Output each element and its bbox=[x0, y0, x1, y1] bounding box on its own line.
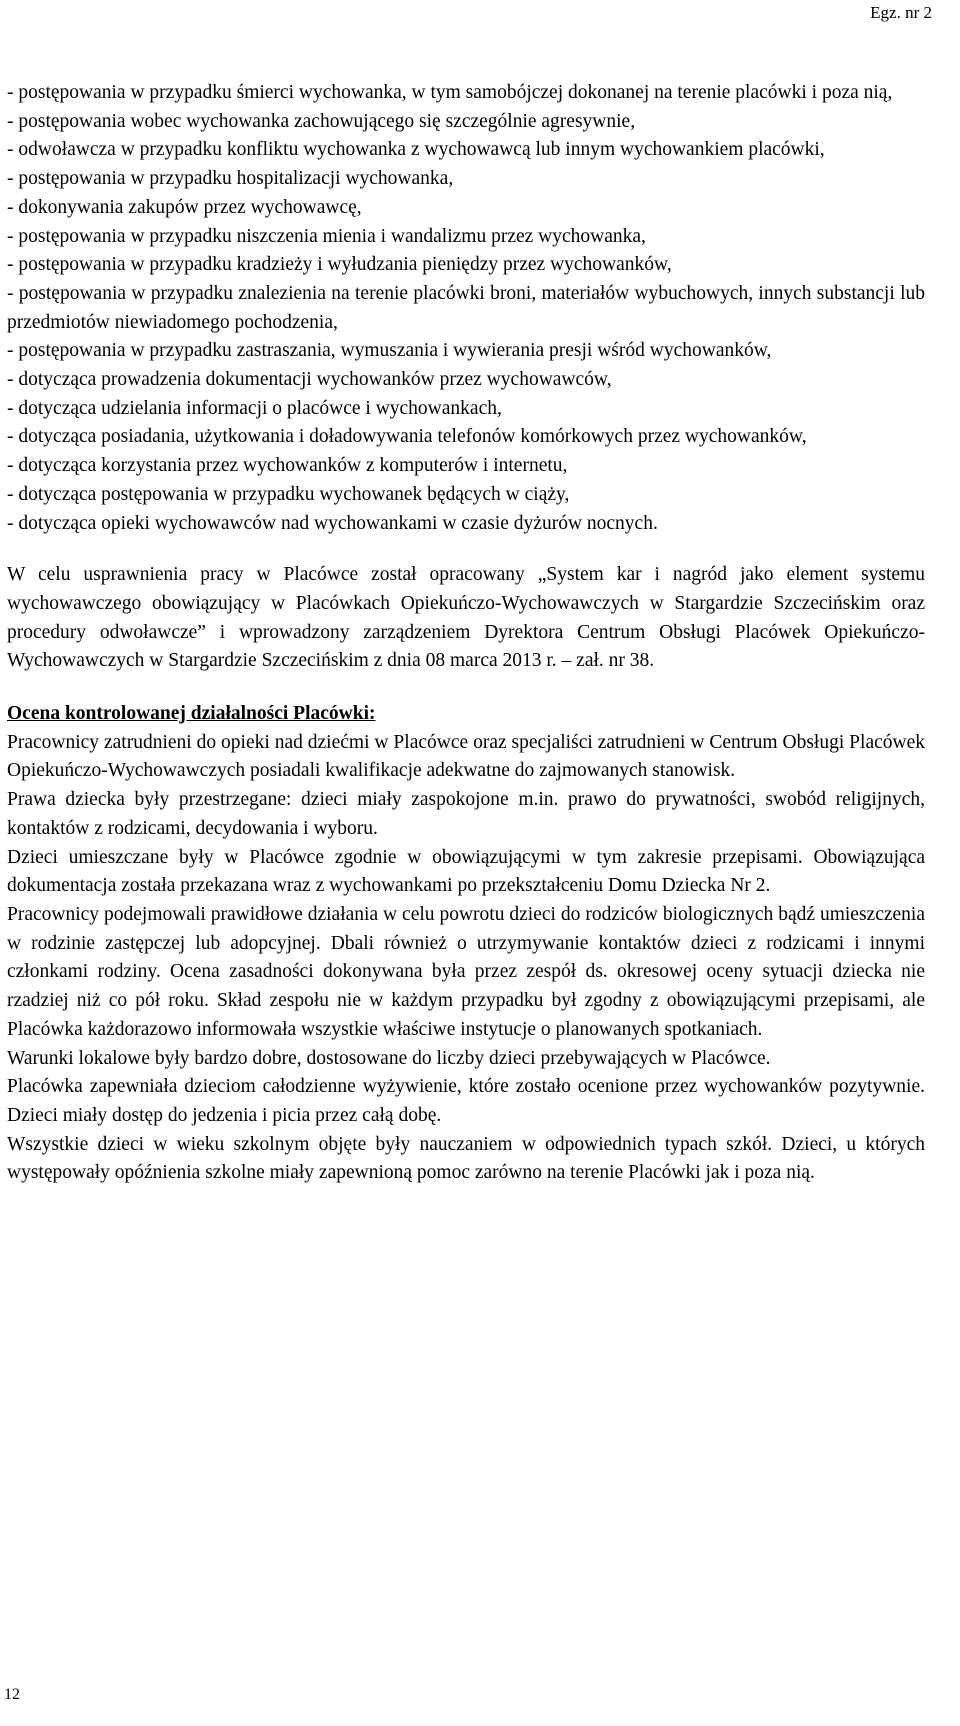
list-item: - odwoławcza w przypadku konfliktu wychowanka z wychowawcą lub innym wychowankiem placówki, bbox=[7, 139, 825, 161]
list-item: - dotycząca korzystania przez wychowanków z komputerów i internetu, bbox=[7, 455, 568, 477]
list-item: - dotycząca prowadzenia dokumentacji wychowanków przez wychowawców, bbox=[7, 369, 612, 391]
assessment-paragraph: Warunki lokalowe były bardzo dobre, dostosowane do liczby dzieci przebywających w Placówce. bbox=[7, 1047, 771, 1069]
copy-number-label: Egz. nr 2 bbox=[870, 3, 932, 22]
list-item: - dokonywania zakupów przez wychowawcę, bbox=[7, 196, 362, 218]
page-number: 12 bbox=[4, 1686, 20, 1703]
assessment-paragraph: Dzieci umieszczane były w Placówce zgodnie w obowiązującymi w tym zakresie przepisami. Obowiązująca dokumentacja została przekazana wraz z wychowankami po przekształceniu Domu Dziecka Nr 2. bbox=[7, 846, 925, 897]
list-item: - postępowania w przypadku niszczenia mienia i wandalizmu przez wychowanka, bbox=[7, 225, 646, 247]
assessment-paragraph: Prawa dziecka były przestrzegane: dzieci miały zaspokojone m.in. prawo do prywatności, swobód religijnych, kontaktów z rodzicami, decydowania i wyboru. bbox=[7, 789, 925, 839]
list-item: - dotycząca opieki wychowawców nad wychowankami w czasie dyżurów nocnych. bbox=[7, 512, 658, 534]
assessment-paragraph: Pracownicy podejmowali prawidłowe działania w celu powrotu dzieci do rodziców biologicznych bądź umieszczenia w rodzinie zastępczej lub adopcyjnej. Dbali również o utrzymywanie kontaktów dzieci z rodzicami i innymi członkami rodziny. Ocena zasadności dokonywana była przez zespół ds. okresowej oceny sytuacji dziecka nie rzadziej niż co pół roku. Skład zespołu nie w każdym przypadku był zgodny z obowiązującymi przepisami, ale Placówka każdorazowo informowała wszystkie właściwe instytucje o planowanych spotkaniach. bbox=[7, 903, 925, 1040]
assessment-paragraph: Wszystkie dzieci w wieku szkolnym objęte były nauczaniem w odpowiednich typach szkół. Dzieci, u których występowały opóźnienia szkolne miały zapewnioną pomoc zarówno na terenie Placówki jak i poza nią. bbox=[7, 1133, 925, 1184]
system-paragraph: W celu usprawnienia pracy w Placówce został opracowany „System kar i nagród jako element systemu wychowawczego obowiązujący w Placówkach Opiekuńczo-Wychowawczych w Stargardzie Szczecińskim oraz procedury odwoławcze” i wprowadzony zarządzeniem Dyrektora Centrum Obsługi Placówek Opiekuńczo-Wychowawczych w Stargardzie Szczecińskim z dnia 08 marca 2013 r. – zał. nr 38. bbox=[7, 564, 925, 672]
list-item: - postępowania wobec wychowanka zachowującego się szczególnie agresywnie, bbox=[7, 110, 636, 132]
procedures-list bbox=[7, 79, 925, 538]
list-item: - postępowania w przypadku zastraszania, wymuszania i wywierania presji wśród wychowanków, bbox=[7, 340, 772, 362]
document-body bbox=[7, 79, 925, 1188]
list-item: - postępowania w przypadku znalezienia na terenie placówki broni, materiałów wybuchowych, innych substancji lub przedmiotów niewiadomego pochodzenia, bbox=[7, 282, 925, 333]
assessment-paragraph: Placówka zapewniała dzieciom całodzienne wyżywienie, które zostało ocenione przez wychowanków pozytywnie. Dzieci miały dostęp do jedzenia i picia przez całą dobę. bbox=[7, 1076, 925, 1126]
list-item: - postępowania w przypadku hospitalizacji wychowanka, bbox=[7, 168, 454, 190]
list-item: - dotycząca udzielania informacji o placówce i wychowankach, bbox=[7, 397, 502, 419]
list-item: - postępowania w przypadku śmierci wychowanka, w tym samobójczej dokonanej na terenie placówki i poza nią, bbox=[7, 82, 893, 103]
list-item: - postępowania w przypadku kradzieży i wyłudzania pieniędzy przez wychowanków, bbox=[7, 254, 672, 276]
list-item: - dotycząca postępowania w przypadku wychowanek będących w ciąży, bbox=[7, 483, 570, 505]
assessment-paragraph: Pracownicy zatrudnieni do opieki nad dziećmi w Placówce oraz specjaliści zatrudnieni w Centrum Obsługi Placówek Opiekuńczo-Wychowawczych posiadali kwalifikacje adekwatne do zajmowanych stanowisk. bbox=[7, 731, 925, 782]
section-heading: Ocena kontrolowanej działalności Placówki: bbox=[7, 703, 376, 725]
list-item: - dotycząca posiadania, użytkowania i doładowywania telefonów komórkowych przez wychowanków, bbox=[7, 426, 807, 448]
